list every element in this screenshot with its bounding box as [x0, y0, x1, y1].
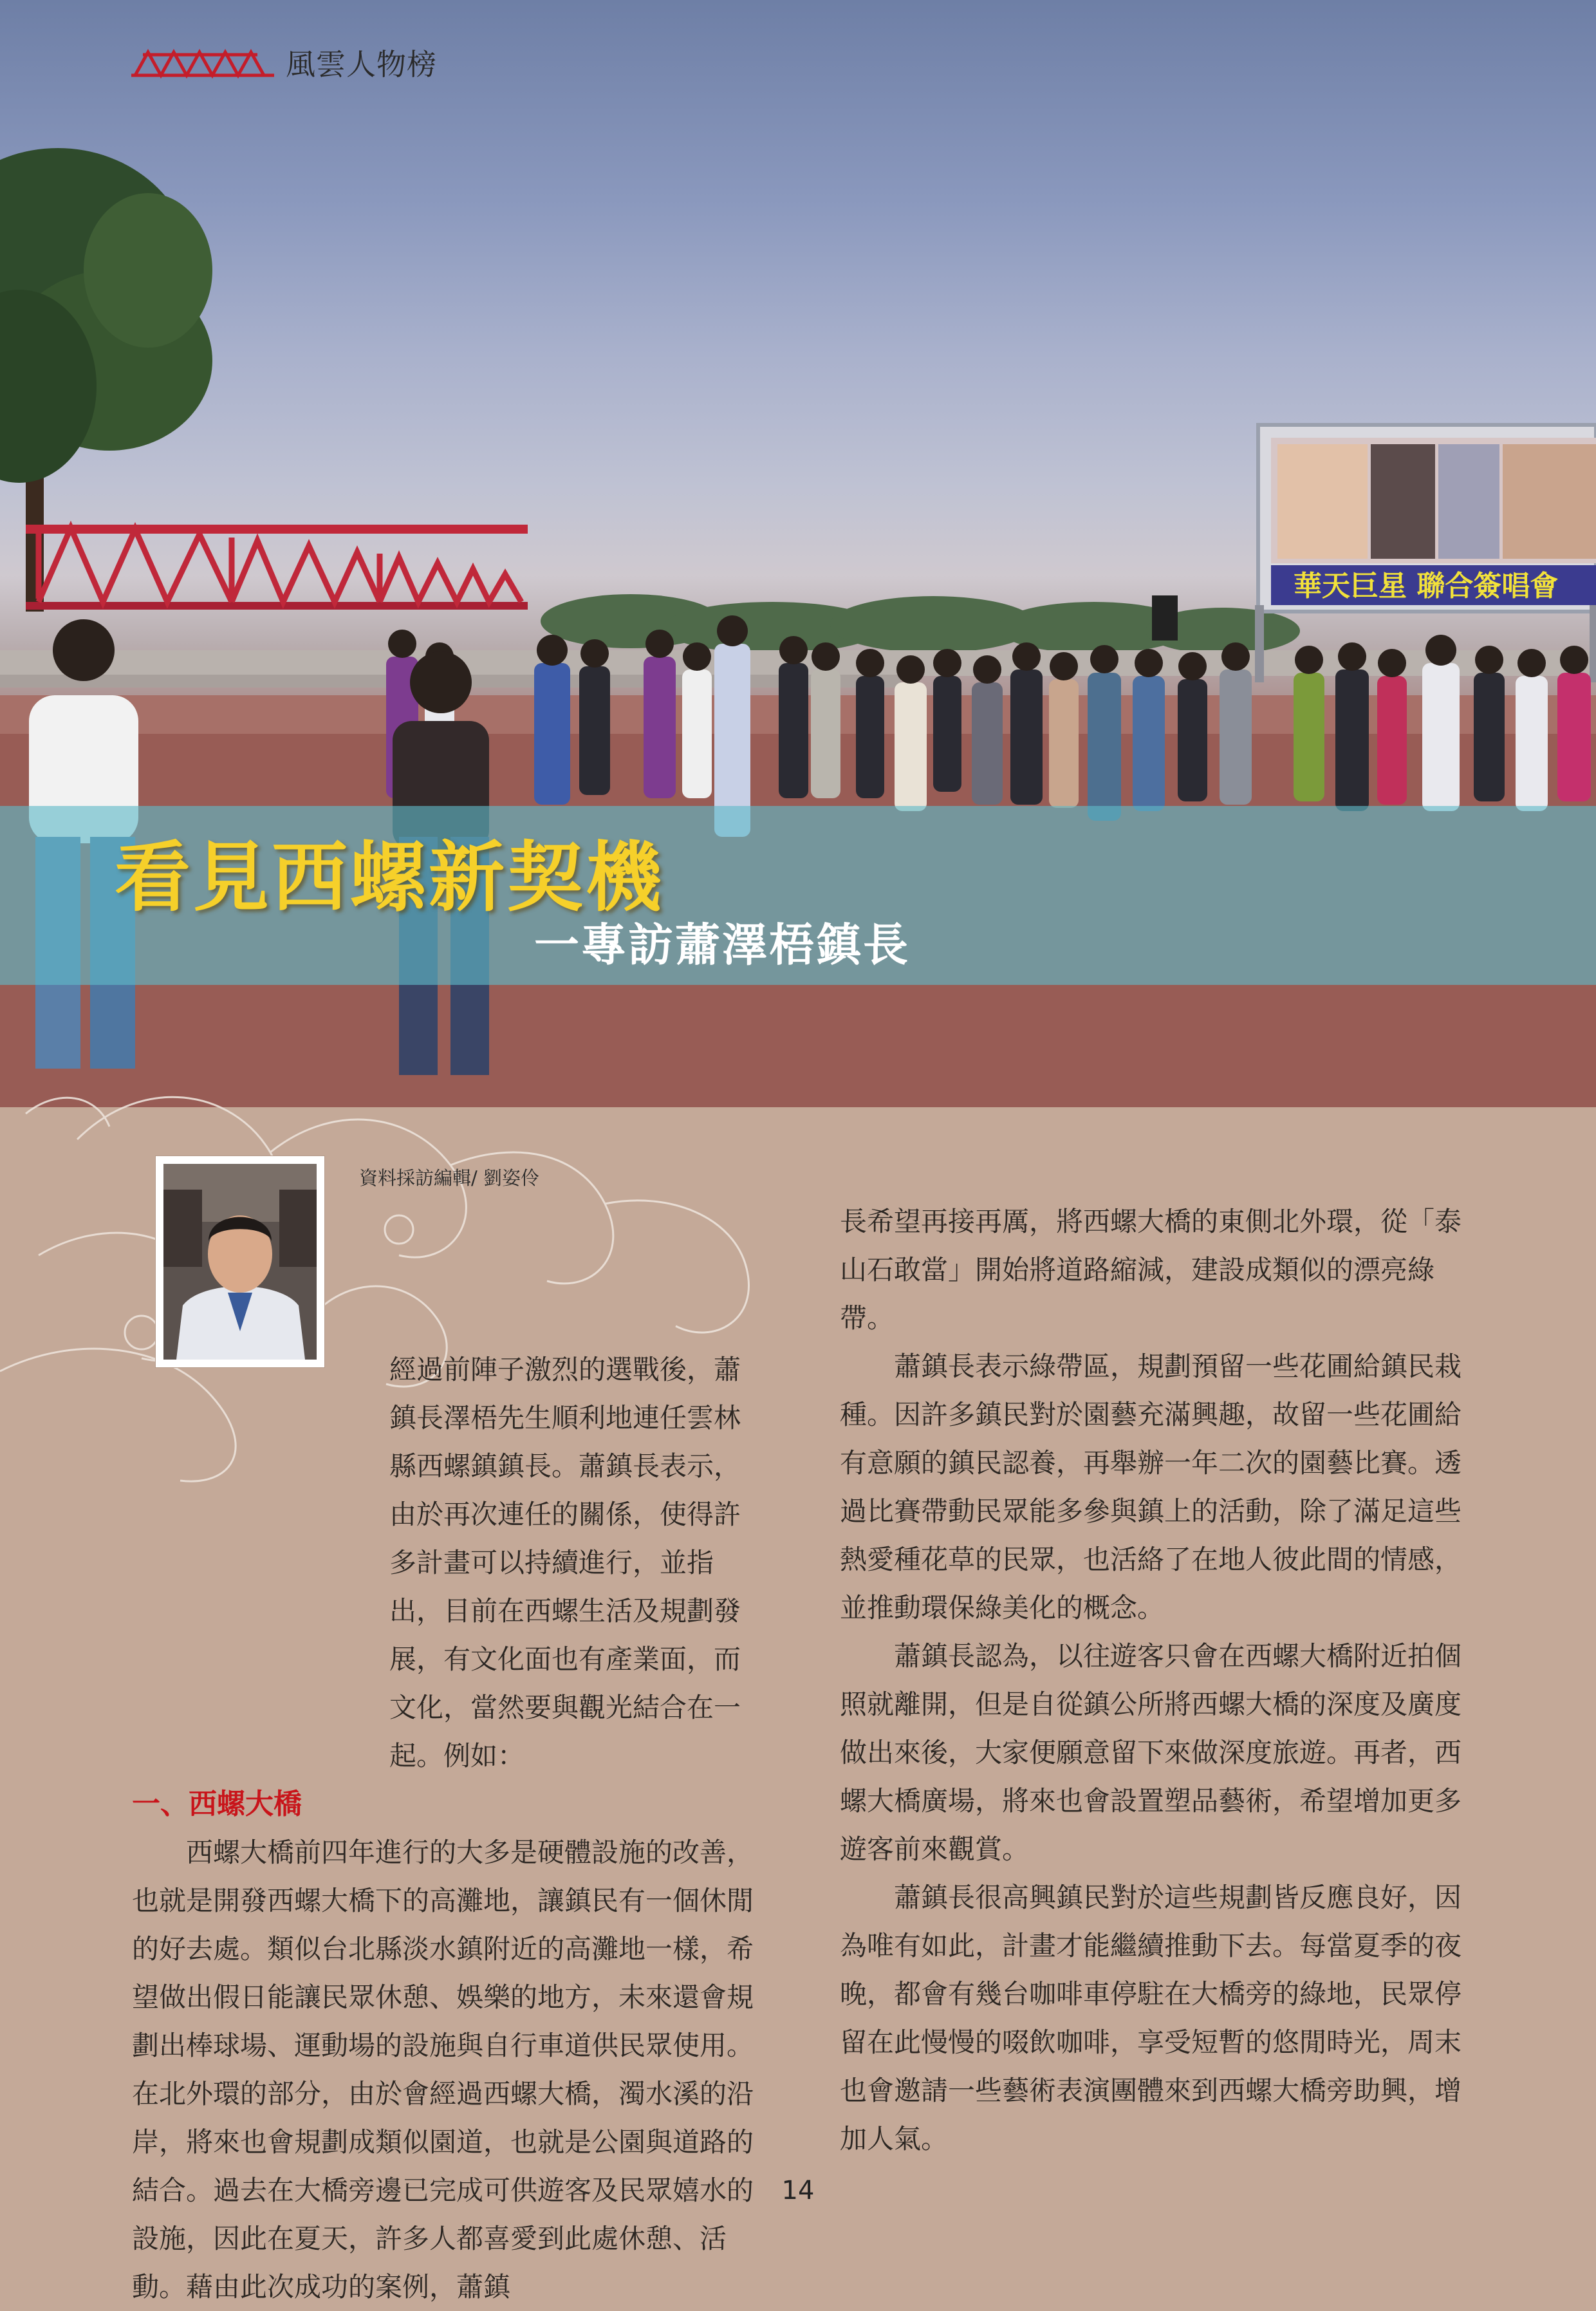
column-name: 風雲人物榜	[286, 47, 437, 82]
left-column	[132, 1345, 763, 2311]
right-column	[840, 1197, 1474, 2163]
portrait-photo	[163, 1164, 317, 1360]
page-number: 14	[781, 2176, 815, 2205]
column-logo	[129, 40, 437, 85]
mayor-portrait	[156, 1156, 324, 1367]
bridge-logo-icon	[129, 46, 277, 79]
tree	[0, 148, 212, 612]
greenbelt-paragraph: 蕭鎮長表示綠帶區，規劃預留一些花圃給鎮民栽種。因許多鎮民對於園藝充滿興趣，故留一些花圃給有意願的鎮民認養，再舉辦一年二次的園藝比賽。透過比賽帶動民眾能多參與鎮上的活動，除了滿足這些熱愛種花草的民眾，也活絡了在地人彼此間的情感，並推動環保綠美化的概念。	[840, 1351, 1462, 1623]
bridge-paragraph: 西螺大橋前四年進行的大多是硬體設施的改善，也就是開發西螺大橋下的高灘地，讓鎮民有一個休閒的好去處。類似台北縣淡水鎮附近的高灘地一樣，希望做出假日能讓民眾休憩、娛樂的地方，未來還會規劃出棒球場、運動場的設施與自行車道供民眾使用。在北外環的部分，由於會經過西螺大橋，濁水溪的沿岸，將來也會規劃成類似園道，也就是公園與道路的結合。過去在大橋旁邊已完成可供遊客及民眾嬉水的設施，因此在夏天，許多人都喜愛到此處休憩、活動。藉由此次成功的案例，蕭鎮	[132, 1837, 754, 2303]
tourism-paragraph: 蕭鎮長認為，以往遊客只會在西螺大橋附近拍個照就離開，但是自從鎮公所將西螺大橋的深度及廣度做出來後，大家便願意留下來做深度旅遊。再者，西螺大橋廣場，將來也會設置塑品藝術，希望增加更多遊客前來觀賞。	[840, 1640, 1462, 1865]
intro-paragraph: 經過前陣子激烈的選戰後，蕭鎮長澤梧先生順利地連任雲林縣西螺鎮鎮長。蕭鎮長表示，由於再次連任的關係，使得許多計畫可以持續進行，並指出，目前在西螺生活及規劃發展，有文化面也有產業面，而文化，當然要與觀光結合在一起。例如：	[389, 1354, 741, 1772]
continuation-paragraph: 長希望再接再厲，將西螺大橋的東側北外環，從「泰山石敢當」開始將道路縮減，建設成類似的漂亮綠帶。	[840, 1206, 1462, 1334]
red-truss-bridge	[26, 525, 528, 610]
billboard-text: 華天巨星 聯合簽唱會	[1294, 570, 1559, 603]
coffee-paragraph: 蕭鎮長很高興鎮民對於這些規劃皆反應良好，因為唯有如此，計畫才能繼續推動下去。每當夏季的夜晚，都會有幾台咖啡車停駐在大橋旁的綠地，民眾停留在此慢慢的啜飲咖啡，享受短暫的悠閒時光，周末也會邀請一些藝術表演團體來到西螺大橋旁助興，增加人氣。	[840, 1882, 1462, 2155]
hero-photo	[0, 0, 1596, 1107]
section-heading: 一、西螺大橋	[132, 1788, 302, 1820]
article-title: 看見西螺新契機	[115, 833, 665, 922]
byline: 資料採訪編輯/ 劉姿伶	[359, 1167, 539, 1189]
article-subtitle: 一專訪蕭澤梧鎮長	[534, 919, 910, 971]
